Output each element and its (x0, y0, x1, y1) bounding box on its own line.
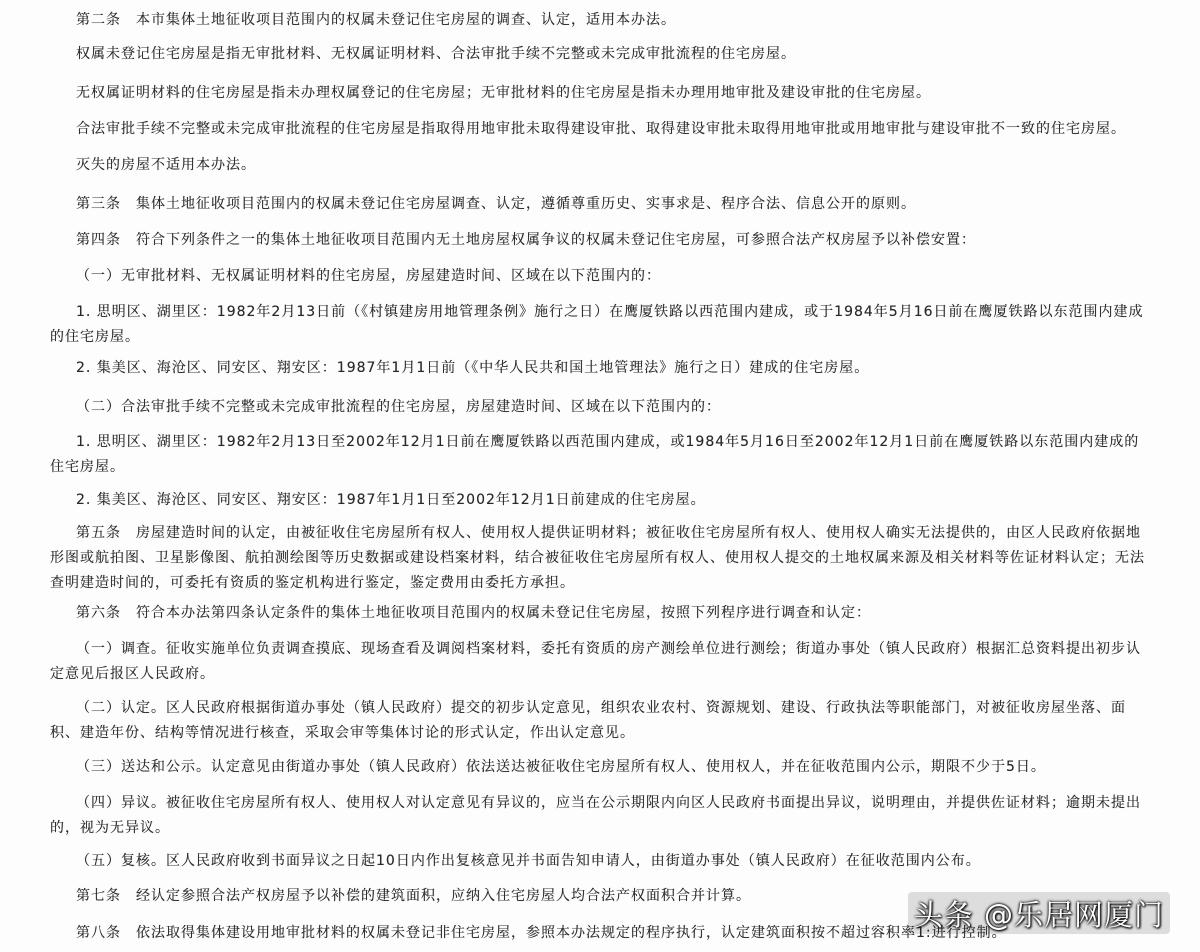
paragraph-step-confirm: （二）认定。区人民政府根据街道办事处（镇人民政府）提交的初步认定意见，组织农业农村、资源规划、建设、行政执法等职能部门，对被征收房屋坐落、面积、建造年份、结构等情况进行核查，采取会审等集体讨论的形式认定，作出认定意见。 (50, 700, 1126, 741)
paragraph-step-objection: （四）异议。被征收住宅房屋所有权人、使用权人对认定意见有异议的，应当在公示期限内向区人民政府书面提出异议，说明理由，并提供佐证材料；逾期未提出的，视为无异议。 (50, 795, 1141, 836)
paragraph-item-2-2: 2. 集美区、海沧区、同安区、翔安区：1987年1月1日至2002年12月1日前建成的住宅房屋。 (76, 492, 706, 508)
paragraph-step-survey: （一）调查。征收实施单位负责调查摸底、现场查看及调阅档案材料，委托有资质的房产测绘单位进行测绘；街道办事处（镇人民政府）根据汇总资料提出初步认定意见后报区人民政府。 (50, 641, 1141, 682)
paragraph-article-8: 第八条 依法取得集体建设用地审批材料的权属未登记非住宅房屋，参照本办法规定的程序执行，认定建筑面积按不超过容积率1:进行控制。 (76, 925, 1007, 941)
paragraph-article-3: 第三条 集体土地征收项目范围内的权属未登记住宅房屋调查、认定，遵循尊重历史、实事求是、程序合法、信息公开的原则。 (76, 196, 916, 212)
paragraph-item-1-1: 1. 思明区、湖里区：1982年2月13日前（《村镇建房用地管理条例》施行之日）在鹰厦铁路以西范围内建成，或于1984年5月16日前在鹰厦铁路以东范围内建成的住宅房屋。 (50, 304, 1144, 345)
paragraph-no-certificate: 无权属证明材料的住宅房屋是指未办理权属登记的住宅房屋；无审批材料的住宅房屋是指未办理用地审批及建设审批的住宅房屋。 (76, 85, 931, 101)
source-watermark: 头条 @乐居网厦门 (908, 892, 1170, 934)
paragraph-article-7: 第七条 经认定参照合法产权房屋予以补偿的建筑面积，应纳入住宅房屋人均合法产权面积合并计算。 (76, 888, 751, 904)
paragraph-item-2: （二）合法审批手续不完整或未完成审批流程的住宅房屋，房屋建造时间、区域在以下范围内的： (76, 399, 721, 415)
paragraph-definition: 权属未登记住宅房屋是指无审批材料、无权属证明材料、合法审批手续不完整或未完成审批流程的住宅房屋。 (76, 46, 796, 62)
paragraph-article-2: 第二条 本市集体土地征收项目范围内的权属未登记住宅房屋的调查、认定，适用本办法。 (76, 12, 676, 28)
paragraph-step-review: （五）复核。区人民政府收到书面异议之日起10日内作出复核意见并书面告知申请人，由街道办事处（镇人民政府）在征收范围内公布。 (76, 853, 981, 869)
paragraph-step-notice: （三）送达和公示。认定意见由街道办事处（镇人民政府）依法送达被征收住宅房屋所有权人、使用权人，并在征收范围内公示，期限不少于5日。 (76, 759, 1046, 775)
paragraph-incomplete-approval: 合法审批手续不完整或未完成审批流程的住宅房屋是指取得用地审批未取得建设审批、取得建设审批未取得用地审批或用地审批与建设审批不一致的住宅房屋。 (76, 121, 1126, 137)
paragraph-article-4: 第四条 符合下列条件之一的集体土地征收项目范围内无土地房屋权属争议的权属未登记住宅房屋，可参照合法产权房屋予以补偿安置： (76, 232, 976, 248)
paragraph-item-1-2: 2. 集美区、海沧区、同安区、翔安区：1987年1月1日前（《中华人民共和国土地管理法》施行之日）建成的住宅房屋。 (76, 360, 870, 376)
paragraph-item-2-1: 1. 思明区、湖里区：1982年2月13日至2002年12月1日前在鹰厦铁路以西范围内建成，或1984年5月16日至2002年12月1日前在鹰厦铁路以东范围内建成的住宅房屋。 (50, 434, 1140, 475)
paragraph-article-5: 第五条 房屋建造时间的认定，由被征收住宅房屋所有权人、使用权人提供证明材料；被征收住宅房屋所有权人、使用权人确实无法提供的，由区人民政府依据地形图或航拍图、卫星影像图、航拍测绘图等历史数据或建设档案材料，结合被征收住宅房屋所有权人、使用权人提交的土地权属来源及相关材料等佐证材料认定；无法查明建造时间的，可委托有资质的鉴定机构进行鉴定，鉴定费用由委托方承担。 (50, 525, 1145, 591)
paragraph-item-1: （一）无审批材料、无权属证明材料的住宅房屋，房屋建造时间、区域在以下范围内的： (76, 268, 661, 284)
paragraph-demolished: 灭失的房屋不适用本办法。 (76, 157, 256, 173)
paragraph-article-6: 第六条 符合本办法第四条认定条件的集体土地征收项目范围内的权属未登记住宅房屋，按照下列程序进行调查和认定： (76, 605, 871, 621)
